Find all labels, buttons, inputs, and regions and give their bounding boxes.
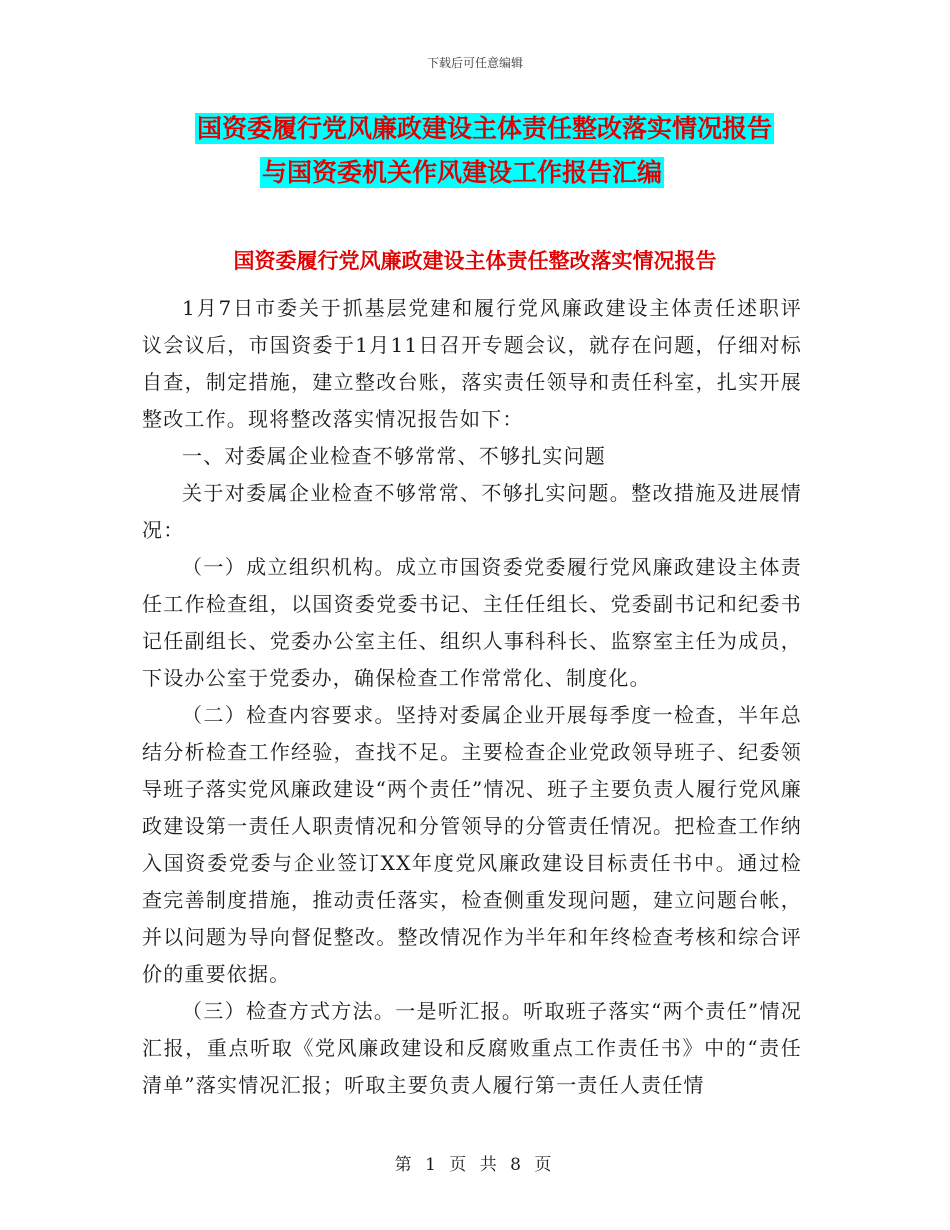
main-title-line-2: 与国资委机关作风建设工作报告汇编 <box>262 158 663 187</box>
paragraph-heading-1: 一、对委属企业检查不够常常、不够扎实问题 <box>182 444 606 468</box>
page-footer: 第 1 页 共 8 页 <box>394 1155 556 1175</box>
body-text <box>142 290 802 1104</box>
header-note: 下载后可任意编辑 <box>426 56 523 70</box>
section-title: 国资委履行党风廉政建设主体责任整改落实情况报告 <box>233 249 717 273</box>
main-title-line-1: 国资委履行党风廉政建设主体责任整改落实情况报告 <box>197 114 773 143</box>
paragraph-intro: 1月7日市委关于抓基层党建和履行党风廉政建设主体责任述职评议会议后，市国资委于1月11日召开专题会议，就存在问题，仔细对标自查，制定措施，建立整改台账，落实责任领导和责任科室，扎实开展整改工作。现将整改落实情况报告如下： <box>142 296 802 431</box>
paragraph-item-1: （一）成立组织机构。成立市国资委党委履行党风廉政建设主体责任工作检查组，以国资委党委书记、主任任组长、党委副书记和纪委书记任副组长、党委办公室主任、组织人事科科长、监察室主任为成员，下设办公室于党委办，确保检查工作常常化、制度化。 <box>142 555 802 690</box>
paragraph-item-2: （二）检查内容要求。坚持对委属企业开展每季度一检查，半年总结分析检查工作经验，查找不足。主要检查企业党政领导班子、纪委领导班子落实党风廉政建设“两个责任”情况、班子主要负责人履行党风廉政建设第一责任人职责情况和分管领导的分管责任情况。把检查工作纳入国资委党委与企业签订XX年度党风廉政建设目标责任书中。通过检查完善制度措施，推动责任落实，检查侧重发现问题，建立问题台帐，并以问题为导向督促整改。整改情况作为半年和年终检查考核和综合评价的重要依据。 <box>142 703 802 986</box>
paragraph-item-3: （三）检查方式方法。一是听汇报。听取班子落实“两个责任”情况汇报，重点听取《党风廉政建设和反腐败重点工作责任书》中的“责任清单”落实情况汇报；听取主要负责人履行第一责任人责任情 <box>142 999 802 1097</box>
paragraph-measures: 关于对委属企业检查不够常常、不够扎实问题。整改措施及进展情况： <box>142 481 802 542</box>
